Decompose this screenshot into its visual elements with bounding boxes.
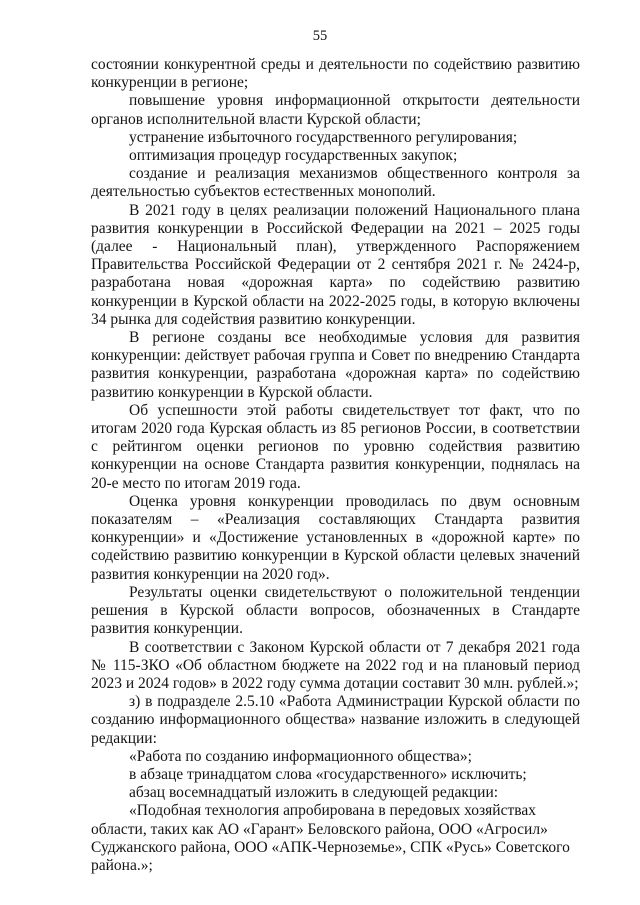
paragraph: Об успешности этой работы свидетельствует тот факт, что по итогам 2020 года Курская область из 85 регионов России, в соответствии с рейтингом оценки регионов по уровню содействия развитию конкуренции на основе Стандарта развития конкуренции, поднялась на 20-е место по итогам 2019 года. xyxy=(91,401,580,492)
page-number: 55 xyxy=(312,28,328,44)
paragraph: создание и реализация механизмов общественного контроля за деятельностью субъектов естественных монополий. xyxy=(91,165,580,201)
paragraph: В 2021 году в целях реализации положений Национального плана развития конкуренции в Российской Федерации на 2021 – 2025 годы (далее - Национальный план), утвержденного Распоряжением Правительства Российской Федерации от 2 сентября 2021 г. № 2424-р, разработана новая «дорожная карта» по содействию развитию конкуренции в Курской области на 2022-2025 годы, в которую включены 34 рынка для содействия развитию конкуренции. xyxy=(91,201,580,328)
paragraph: з) в подразделе 2.5.10 «Работа Администрации Курской области по созданию информационного общества» название изложить в следующей редакции: xyxy=(91,693,580,747)
paragraph: абзац восемнадцатый изложить в следующей редакции: xyxy=(129,784,499,802)
paragraph: оптимизация процедур государственных закупок; xyxy=(129,147,458,165)
paragraph: состоянии конкурентной среды и деятельности по содействию развитию конкуренции в регионе; xyxy=(91,56,580,92)
paragraph: Оценка уровня конкуренции проводилась по двум основным показателям – «Реализация составляющих Стандарта развития конкуренции» и «Достижение установленных в «дорожной карте» по содействию развитию конкуренции в Курской области целевых значений развития конкуренции на 2020 год». xyxy=(91,492,580,583)
paragraph: В соответствии с Законом Курской области от 7 декабря 2021 года № 115-ЗКО «Об областном бюджете на 2022 год и на плановый период 2023 и 2024 годов» в 2022 году сумма дотации составит 30 млн. рублей.»; xyxy=(91,638,580,692)
paragraph: устранение избыточного государственного регулирования; xyxy=(129,128,518,146)
document-body xyxy=(91,56,580,875)
paragraph: повышение уровня информационной открытости деятельности органов исполнительной власти Курской области; xyxy=(91,92,580,128)
paragraph: Результаты оценки свидетельствуют о положительной тенденции решения в Курской области вопросов, обозначенных в Стандарте развития конкуренции. xyxy=(91,583,580,638)
paragraph: В регионе созданы все необходимые условия для развития конкуренции: действует рабочая группа и Совет по внедрению Стандарта развития конкуренции, разработана «дорожная карта» по содействию развитию конкуренции в Курской области. xyxy=(91,329,580,401)
paragraph: в абзаце тринадцатом слова «государственного» исключить; xyxy=(129,765,527,783)
paragraph: «Подобная технология апробирована в передовых хозяйствах области, таких как АО «Гарант» Беловского района, ООО «Агросил» Суджанского района, ООО «АПК-Черноземье», СПК «Русь» Советского района.»; xyxy=(91,802,570,874)
paragraph: «Работа по созданию информационного общества»; xyxy=(129,747,472,765)
